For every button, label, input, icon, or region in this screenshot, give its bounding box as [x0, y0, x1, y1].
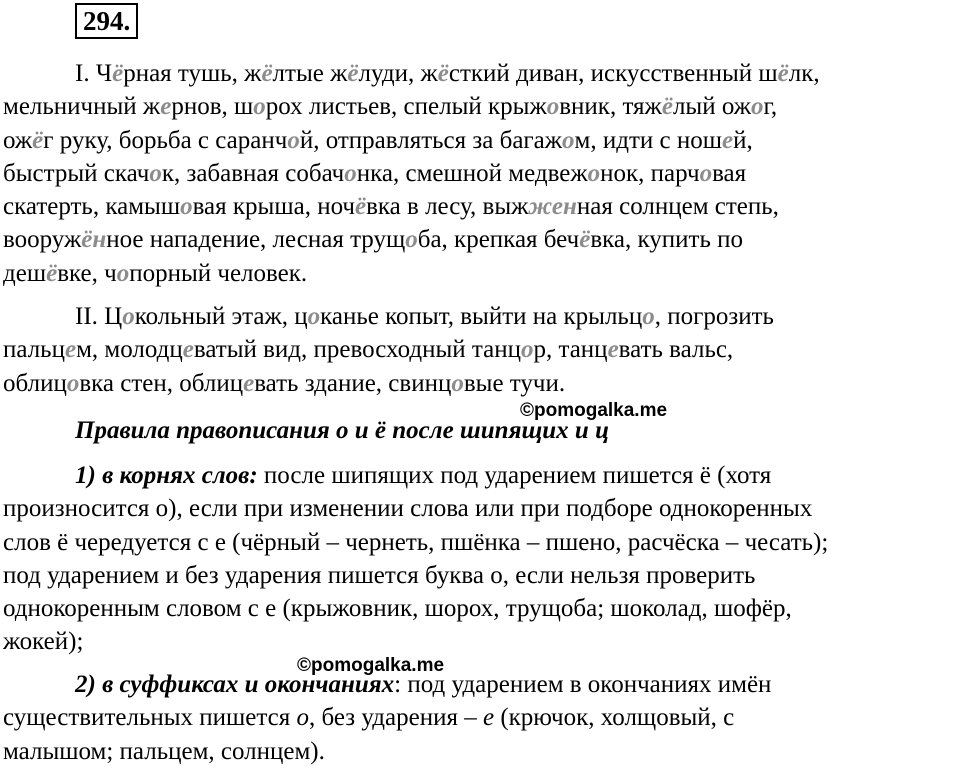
- highlighted-letter: ё: [661, 93, 673, 121]
- text-line: [3, 559, 958, 592]
- text-line: [3, 668, 958, 701]
- highlighted-letter: о: [253, 93, 266, 121]
- text-segment: сткий диван, искусственный ш: [448, 60, 778, 87]
- task-number: 294.: [75, 3, 138, 39]
- text-segment: (крючок, холщовый, с: [494, 704, 735, 732]
- text-segment: г руку, борьба с саранч: [43, 126, 288, 154]
- text-segment: вооруж: [3, 226, 82, 254]
- exercise-part-1: [3, 57, 958, 290]
- highlighted-letter: о: [520, 336, 534, 364]
- text-segment: вник, тяж: [559, 93, 662, 121]
- text-segment: I. Ч: [75, 60, 113, 87]
- text-segment: й,: [733, 126, 753, 154]
- text-line: [3, 367, 958, 400]
- text-segment: порный человек.: [129, 259, 308, 287]
- text-segment: под ударением и без ударения пишется буква о, если нельзя проверить: [3, 561, 756, 589]
- text-segment: после шипящих под ударением пишется ё (хотя: [257, 462, 772, 489]
- highlighted-letter: ё: [261, 60, 273, 87]
- text-segment: существительных пишется: [3, 704, 297, 732]
- highlighted-letter: е: [182, 336, 194, 364]
- text-segment: слов ё чередуется с е (чёрный – чернеть, пшёнка – пшено, расчёска – чесать);: [3, 528, 829, 556]
- text-segment: м, молодц: [76, 336, 183, 364]
- highlighted-letter: ё: [347, 60, 359, 87]
- text-segment: рох листьев, спелый крыж: [265, 93, 547, 121]
- text-line: [3, 257, 958, 290]
- highlighted-letter: о: [122, 303, 135, 330]
- highlighted-letter: о: [546, 93, 560, 121]
- text-line: [3, 333, 958, 366]
- text-segment: вке, ч: [57, 259, 117, 287]
- highlighted-letter: е: [243, 369, 255, 397]
- rule-title: 2) в суффиксах и окончаниях: [75, 671, 395, 698]
- text-line: [3, 124, 958, 157]
- highlighted-letter: ё: [579, 226, 591, 254]
- text-segment: луди, ж: [358, 60, 438, 87]
- text-segment: м, идти с нош: [574, 126, 722, 154]
- highlighted-letter: о: [699, 159, 713, 187]
- highlighted-letter: о: [287, 126, 300, 154]
- text-segment: ное нападение, лесная трущ: [106, 226, 406, 254]
- highlighted-letter: о: [149, 159, 162, 187]
- text-line: [3, 57, 958, 90]
- rules-heading-text: Правила правописания о и ё после шипящих и ц: [75, 417, 609, 444]
- text-segment: к, забавная собач: [161, 159, 345, 187]
- text-segment: вая крыша, ноч: [192, 193, 355, 221]
- highlighted-letter: ё: [46, 259, 58, 287]
- text-line: [3, 625, 958, 658]
- text-segment: лк,: [788, 60, 820, 87]
- text-segment: й, отправляться за багаж: [299, 126, 563, 154]
- italic-letter: е: [482, 704, 495, 732]
- text-segment: рная тушь, ж: [123, 60, 262, 87]
- rule-2: [3, 668, 958, 768]
- text-segment: ватый вид, превосходный танц: [193, 336, 521, 364]
- text-line: [3, 492, 958, 525]
- highlighted-letter: ё: [437, 60, 449, 87]
- highlighted-letter: е: [64, 336, 77, 364]
- watermark-1: ©pomogalka.me: [520, 400, 668, 421]
- text-segment: ба, крепкая беч: [417, 226, 580, 254]
- text-line: [3, 90, 958, 123]
- rule-1: [3, 459, 958, 659]
- text-segment: облиц: [3, 369, 67, 397]
- text-segment: р, танц: [533, 336, 608, 364]
- italic-letter: о: [296, 704, 309, 732]
- text-segment: вать здание, свинц: [254, 369, 452, 397]
- rules-heading: [3, 414, 958, 447]
- highlighted-letter: е: [160, 93, 172, 121]
- text-segment: вать вальс,: [618, 336, 734, 364]
- highlighted-letter: о: [180, 193, 193, 221]
- text-segment: произносится о), если при изменении слова или при подборе однокоренных: [3, 495, 813, 523]
- text-segment: ож: [3, 126, 33, 154]
- text-segment: малышом; пальцем, солнцем).: [3, 737, 325, 765]
- text-segment: рнов, ш: [171, 93, 254, 121]
- text-segment: канье копыт, выйти на крыльц: [320, 303, 643, 330]
- text-line: [3, 592, 958, 625]
- text-segment: вые тучи.: [463, 369, 566, 397]
- text-segment: скатерть, камыш: [3, 193, 181, 221]
- highlighted-letter: ё: [355, 193, 367, 221]
- text-segment: нка, смешной медвеж: [356, 159, 588, 187]
- text-segment: мельничный ж: [3, 93, 161, 121]
- watermark-2: ©pomogalka.me: [297, 655, 445, 676]
- text-line: [3, 157, 958, 190]
- text-segment: вка стен, облиц: [79, 369, 244, 397]
- text-line: [3, 735, 958, 768]
- highlighted-letter: о: [116, 259, 130, 287]
- highlighted-letter: ён: [81, 226, 107, 254]
- text-line: [3, 459, 958, 492]
- text-segment: : под ударением в окончаниях имён: [394, 671, 772, 698]
- highlighted-letter: о: [307, 303, 321, 330]
- text-segment: деш: [3, 259, 47, 287]
- text-line: [3, 701, 958, 734]
- text-segment: вая: [712, 159, 747, 187]
- highlighted-letter: о: [562, 126, 575, 154]
- highlighted-letter: жен: [528, 193, 577, 221]
- highlighted-letter: о: [66, 369, 80, 397]
- text-segment: жокей);: [3, 628, 84, 656]
- highlighted-letter: ё: [112, 60, 124, 87]
- text-segment: быстрый скач: [3, 159, 150, 187]
- text-segment: , без ударения –: [308, 704, 483, 732]
- text-segment: вка в лесу, выж: [366, 193, 529, 221]
- text-segment: пальц: [3, 336, 65, 364]
- rule-title: 1) в корнях слов:: [75, 462, 258, 489]
- text-segment: лый ож: [672, 93, 751, 121]
- highlighted-letter: е: [607, 336, 619, 364]
- text-segment: вка, купить по: [590, 226, 744, 254]
- highlighted-letter: о: [587, 159, 601, 187]
- text-line: [3, 526, 958, 559]
- highlighted-letter: ё: [32, 126, 44, 154]
- text-segment: II. Ц: [75, 303, 123, 330]
- text-line: [3, 223, 958, 256]
- exercise-part-2: [3, 300, 958, 400]
- highlighted-letter: о: [405, 226, 418, 254]
- highlighted-letter: о: [642, 303, 655, 330]
- text-segment: г,: [763, 93, 778, 121]
- text-segment: однокоренным словом с е (крыжовник, шорох, трущоба; шоколад, шофёр,: [3, 595, 792, 623]
- highlighted-letter: ё: [777, 60, 789, 87]
- text-segment: нок, парч: [600, 159, 700, 187]
- highlighted-letter: о: [451, 369, 464, 397]
- text-segment: кольный этаж, ц: [134, 303, 308, 330]
- text-segment: ная солнцем степь,: [576, 193, 779, 221]
- highlighted-letter: о: [344, 159, 357, 187]
- text-segment: , погрозить: [654, 303, 774, 330]
- highlighted-letter: е: [722, 126, 734, 154]
- text-line: [3, 300, 958, 333]
- text-line: [3, 190, 958, 223]
- highlighted-letter: о: [751, 93, 764, 121]
- text-segment: лтые ж: [272, 60, 348, 87]
